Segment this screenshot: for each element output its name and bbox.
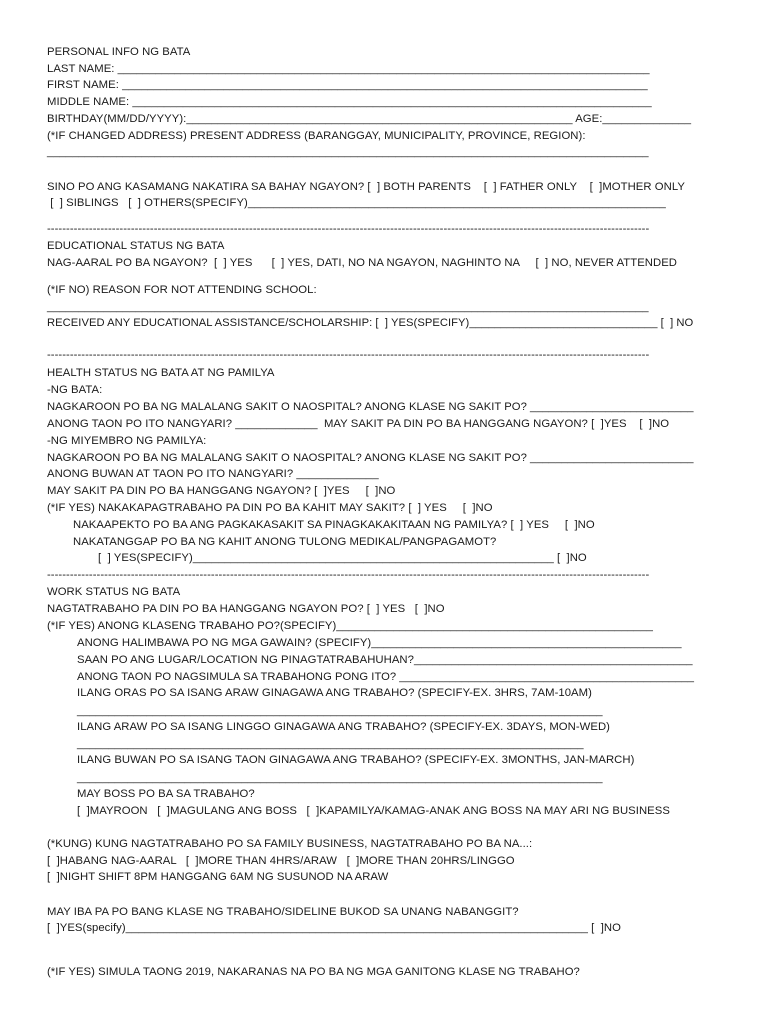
- form-line[interactable]: ________________________________________________________________________________: [77, 738, 584, 750]
- form-line[interactable]: [ ]NIGHT SHIFT 8PM HANGGANG 6AM NG SUSUNOD NA ARAW: [47, 871, 389, 883]
- form-line: (*IF CHANGED ADDRESS) PRESENT ADDRESS (BARANGGAY, MUNICIPALITY, PROVINCE, REGION):: [47, 130, 586, 142]
- form-line[interactable]: MIDDLE NAME: __________________________________________________________________________________: [47, 96, 652, 108]
- form-line: -NG MIYEMBRO NG PAMILYA:: [47, 435, 207, 447]
- form-line[interactable]: MAY SAKIT PA DIN PO BA HANGGANG NGAYON? [ ]YES [ ]NO: [47, 485, 396, 497]
- form-line[interactable]: ___________________________________________________________________________________: [77, 705, 603, 717]
- form-line[interactable]: LAST NAME: ____________________________________________________________________________________: [47, 63, 650, 75]
- form-line[interactable]: ANONG HALIMBAWA PO NG MGA GAWAIN? (SPECIFY)_________________________________________________: [77, 637, 682, 649]
- form-line[interactable]: [ ] YES(SPECIFY)_________________________________________________________ [ ]NO: [98, 552, 587, 564]
- form-line[interactable]: NAGKAROON PO BA NG MALALANG SAKIT O NAOSPITAL? ANONG KLASE NG SAKIT PO? __________________________: [47, 401, 694, 413]
- form-line[interactable]: [ ]MAYROON [ ]MAGULANG ANG BOSS [ ]KAPAMILYA/KAMAG-ANAK ANG BOSS NA MAY ARI NG BUSINESS: [77, 805, 670, 817]
- form-line[interactable]: SINO PO ANG KASAMANG NAKATIRA SA BAHAY NGAYON? [ ] BOTH PARENTS [ ] FATHER ONLY [ ]MOTHER ONLY: [47, 181, 685, 193]
- form-line: -NG BATA:: [47, 384, 103, 396]
- form-line[interactable]: (*IF YES) NAKAKAPAGTRABAHO PA DIN PO BA KAHIT MAY SAKIT? [ ] YES [ ]NO: [47, 502, 493, 514]
- form-line: NAKATANGGAP PO BA NG KAHIT ANONG TULONG MEDIKAL/PANGPAGAMOT?: [73, 536, 497, 548]
- form-line: (*IF NO) REASON FOR NOT ATTENDING SCHOOL:: [47, 284, 317, 296]
- form-line[interactable]: NAG-AARAL PO BA NGAYON? [ ] YES [ ] YES, DATI, NO NA NGAYON, NAGHINTO NA [ ] NO, NEVER ATTENDED: [47, 257, 678, 269]
- form-line[interactable]: NAGTATRABAHO PA DIN PO BA HANGGANG NGAYON PO? [ ] YES [ ]NO: [47, 603, 445, 615]
- form-line: --------------------------------------------------------------------------------------------------------------------------------------------------------------: [47, 349, 650, 361]
- form-line[interactable]: _______________________________________________________________________________________________: [47, 301, 649, 313]
- form-line[interactable]: NAKAAPEKTO PO BA ANG PAGKAKASAKIT SA PINAGKAKAKITAAN NG PAMILYA? [ ] YES [ ]NO: [73, 519, 595, 531]
- form-line[interactable]: _______________________________________________________________________________________________: [47, 146, 649, 158]
- form-line[interactable]: FIRST NAME: ___________________________________________________________________________________: [47, 79, 648, 91]
- form-line[interactable]: (*IF YES) ANONG KLASENG TRABAHO PO?(SPECIFY)__________________________________________________: [47, 620, 653, 632]
- form-line[interactable]: [ ] SIBLINGS [ ] OTHERS(SPECIFY)__________________________________________________________________: [47, 197, 666, 209]
- form-line[interactable]: ___________________________________________________________________________________: [77, 772, 603, 784]
- form-line: ILANG ARAW PO SA ISANG LINGGO GINAGAWA ANG TRABAHO? (SPECIFY-EX. 3DAYS, MON-WED): [77, 721, 610, 733]
- form-line: MAY IBA PA PO BANG KLASE NG TRABAHO/SIDELINE BUKOD SA UNANG NABANGGIT?: [47, 906, 519, 918]
- form-line: HEALTH STATUS NG BATA AT NG PAMILYA: [47, 367, 275, 379]
- form-line[interactable]: ANONG TAON PO ITO NANGYARI? _____________ MAY SAKIT PA DIN PO BA HANGGANG NGAYON? [ ]YES [ ]NO: [47, 418, 670, 430]
- form-line[interactable]: RECEIVED ANY EDUCATIONAL ASSISTANCE/SCHOLARSHIP: [ ] YES(SPECIFY)______________________________ [ ] NO: [47, 317, 694, 329]
- form-line: (*IF YES) SIMULA TAONG 2019, NAKARANAS NA PO BA NG MGA GANITONG KLASE NG TRABAHO?: [47, 966, 580, 978]
- form-line[interactable]: NAGKAROON PO BA NG MALALANG SAKIT O NAOSPITAL? ANONG KLASE NG SAKIT PO? __________________________: [47, 452, 694, 464]
- form-line: EDUCATIONAL STATUS NG BATA: [47, 240, 225, 252]
- form-line: ILANG BUWAN PO SA ISANG TAON GINAGAWA ANG TRABAHO? (SPECIFY-EX. 3MONTHS, JAN-MARCH): [77, 754, 635, 766]
- form-line: PERSONAL INFO NG BATA: [47, 46, 191, 58]
- form-line: --------------------------------------------------------------------------------------------------------------------------------------------------------------: [47, 223, 650, 235]
- form-line[interactable]: [ ]YES(specify)_________________________________________________________________________ [ ]NO: [47, 922, 621, 934]
- form-line[interactable]: BIRTHDAY(MM/DD/YYYY):_____________________________________________________________ AGE:______________: [47, 113, 692, 125]
- form-line: --------------------------------------------------------------------------------------------------------------------------------------------------------------: [47, 569, 650, 581]
- form-line: WORK STATUS NG BATA: [47, 586, 181, 598]
- form-line: MAY BOSS PO BA SA TRABAHO?: [77, 788, 255, 800]
- form-line[interactable]: ANONG BUWAN AT TAON PO ITO NANGYARI? _____________: [47, 468, 379, 480]
- form-line[interactable]: [ ]HABANG NAG-AARAL [ ]MORE THAN 4HRS/ARAW [ ]MORE THAN 20HRS/LINGGO: [47, 855, 515, 867]
- form-line[interactable]: ANONG TAON PO NAGSIMULA SA TRABAHONG PONG ITO? _______________________________________________: [77, 671, 695, 683]
- form-line[interactable]: SAAN PO ANG LUGAR/LOCATION NG PINAGTATRABAHUHAN?____________________________________________: [77, 654, 693, 666]
- form-line: ILANG ORAS PO SA ISANG ARAW GINAGAWA ANG TRABAHO? (SPECIFY-EX. 3HRS, 7AM-10AM): [77, 687, 592, 699]
- form-line: (*KUNG) KUNG NAGTATRABAHO PO SA FAMILY BUSINESS, NAGTATRABAHO PO BA NA...:: [47, 838, 533, 850]
